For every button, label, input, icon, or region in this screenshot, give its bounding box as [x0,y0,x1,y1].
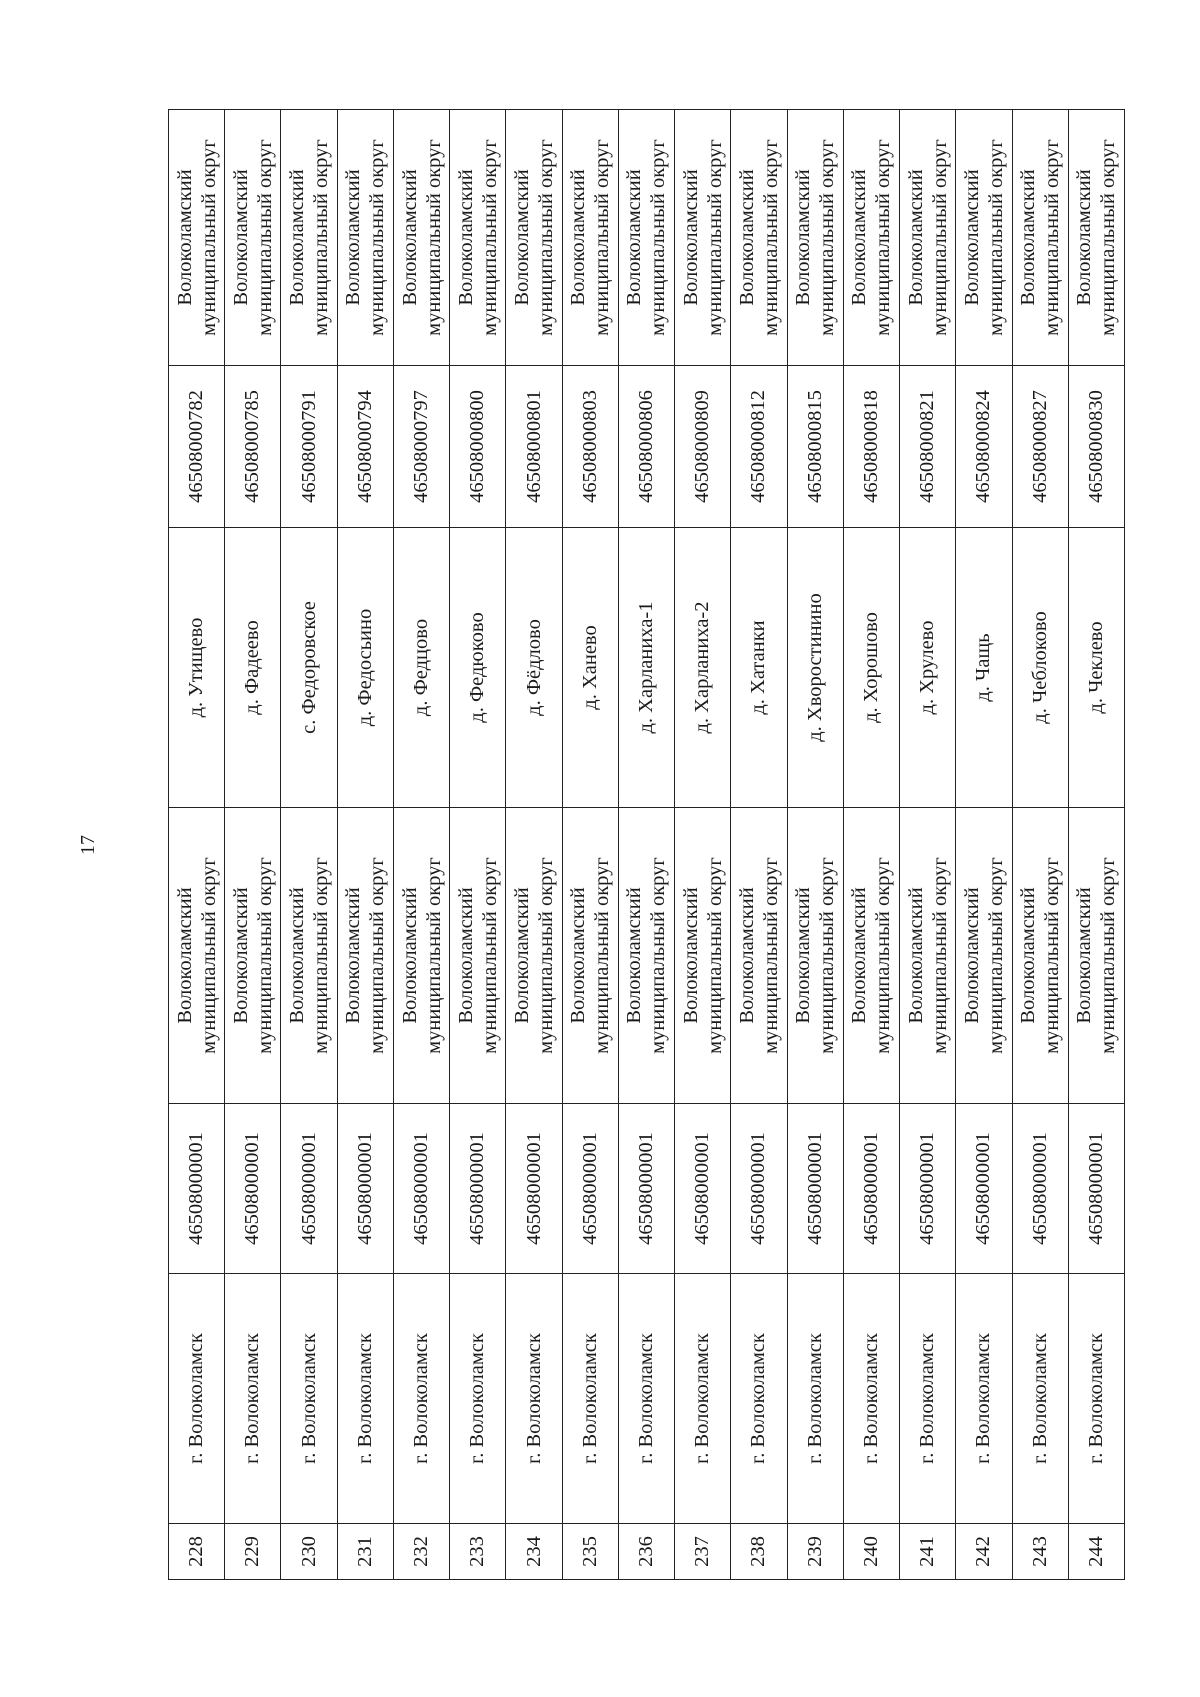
table-row [506,110,562,1580]
from-okrug-line-1: Волоколамский [735,887,758,1024]
to-okrug-line-2: муниципальный округ [422,139,445,336]
to-okrug-line-2: муниципальный округ [253,139,276,336]
row-number: 239 [787,1524,843,1580]
from-city: г. Волоколамск [1012,1274,1068,1524]
to-okrug [787,110,843,366]
to-settlement: д. Хорошово [843,528,899,808]
from-city: г. Волоколамск [169,1274,225,1524]
to-okrug [618,110,674,366]
row-number: 229 [225,1524,281,1580]
from-okrug-line-2: муниципальный округ [759,857,782,1054]
from-city: г. Волоколамск [1068,1274,1124,1524]
to-settlement: д. Федюково [450,528,506,808]
to-okrug-line-2: муниципальный округ [478,139,501,336]
from-okrug-line-2: муниципальный округ [984,857,1007,1054]
row-number: 238 [731,1524,787,1580]
to-oktmo-code: 46508000812 [731,366,787,528]
from-okrug-line-2: муниципальный округ [591,857,614,1054]
to-okrug-line-2: муниципальный округ [591,139,614,336]
from-city: г. Волоколамск [675,1274,731,1524]
table-row [337,110,393,1580]
from-okrug [169,808,225,1104]
to-settlement: д. Ханево [562,528,618,808]
from-oktmo-code: 46508000001 [956,1104,1012,1274]
from-city: г. Волоколамск [618,1274,674,1524]
from-okrug [562,808,618,1104]
from-okrug [1068,808,1124,1104]
to-settlement: с. Федоровское [281,528,337,808]
table-row [1012,110,1068,1580]
to-oktmo-code: 46508000797 [393,366,449,528]
from-okrug-line-1: Волоколамский [623,887,646,1024]
row-number: 240 [843,1524,899,1580]
to-okrug-line-2: муниципальный округ [872,139,895,336]
from-city: г. Волоколамск [731,1274,787,1524]
row-number: 236 [618,1524,674,1580]
rotated-table-container [168,110,1125,1580]
table-row [731,110,787,1580]
to-okrug [731,110,787,366]
to-okrug [1012,110,1068,366]
row-number: 235 [562,1524,618,1580]
from-okrug [787,808,843,1104]
row-number: 241 [900,1524,956,1580]
from-oktmo-code: 46508000001 [618,1104,674,1274]
to-oktmo-code: 46508000800 [450,366,506,528]
from-city: г. Волоколамск [843,1274,899,1524]
from-okrug-line-2: муниципальный округ [366,857,389,1054]
to-okrug-line-1: Волоколамский [792,169,815,306]
to-okrug [506,110,562,366]
to-okrug-line-1: Волоколамский [904,169,927,306]
to-okrug-line-2: муниципальный округ [366,139,389,336]
from-okrug [900,808,956,1104]
from-okrug-line-1: Волоколамский [286,887,309,1024]
from-oktmo-code: 46508000001 [393,1104,449,1274]
to-settlement: д. Хрулево [900,528,956,808]
to-oktmo-code: 46508000791 [281,366,337,528]
from-oktmo-code: 46508000001 [506,1104,562,1274]
to-okrug [900,110,956,366]
to-settlement: д. Чеклево [1068,528,1124,808]
to-oktmo-code: 46508000827 [1012,366,1068,528]
from-okrug-line-1: Волоколамский [229,887,252,1024]
from-oktmo-code: 46508000001 [225,1104,281,1274]
from-okrug-line-2: муниципальный округ [478,857,501,1054]
to-okrug-line-1: Волоколамский [567,169,590,306]
table-body [169,110,1125,1580]
from-city: г. Волоколамск [281,1274,337,1524]
to-okrug-line-1: Волоколамский [735,169,758,306]
from-oktmo-code: 46508000001 [900,1104,956,1274]
from-oktmo-code: 46508000001 [169,1104,225,1274]
from-okrug-line-2: муниципальный округ [872,857,895,1054]
from-city: г. Волоколамск [450,1274,506,1524]
from-city: г. Волоколамск [506,1274,562,1524]
from-okrug-line-2: муниципальный округ [928,857,951,1054]
to-okrug-line-1: Волоколамский [511,169,534,306]
to-settlement: д. Федцово [393,528,449,808]
to-okrug [843,110,899,366]
to-settlement: д. Чеблоково [1012,528,1068,808]
from-oktmo-code: 46508000001 [1068,1104,1124,1274]
from-okrug [731,808,787,1104]
to-settlement: д. Фёдлово [506,528,562,808]
table-row [956,110,1012,1580]
to-okrug-line-1: Волоколамский [454,169,477,306]
from-okrug-line-1: Волоколамский [567,887,590,1024]
to-settlement: д. Харланиха-2 [675,528,731,808]
from-okrug [1012,808,1068,1104]
to-oktmo-code: 46508000809 [675,366,731,528]
from-okrug [337,808,393,1104]
row-number: 228 [169,1524,225,1580]
table-row [281,110,337,1580]
to-settlement: д. Харланиха-1 [618,528,674,808]
table-row [562,110,618,1580]
from-okrug-line-1: Волоколамский [848,887,871,1024]
to-oktmo-code: 46508000821 [900,366,956,528]
from-oktmo-code: 46508000001 [731,1104,787,1274]
from-okrug [281,808,337,1104]
table-row [843,110,899,1580]
from-okrug [506,808,562,1104]
to-okrug-line-1: Волоколамский [398,169,421,306]
from-oktmo-code: 46508000001 [1012,1104,1068,1274]
from-okrug-line-2: муниципальный округ [535,857,558,1054]
to-settlement: д. Федосьино [337,528,393,808]
from-okrug-line-1: Волоколамский [342,887,365,1024]
from-okrug-line-2: муниципальный округ [1041,857,1064,1054]
to-okrug-line-1: Волоколамский [173,169,196,306]
row-number: 231 [337,1524,393,1580]
from-okrug [393,808,449,1104]
from-okrug [675,808,731,1104]
from-oktmo-code: 46508000001 [281,1104,337,1274]
from-city: г. Волоколамск [900,1274,956,1524]
from-okrug-line-2: муниципальный округ [703,857,726,1054]
table-row [225,110,281,1580]
from-city: г. Волоколамск [225,1274,281,1524]
to-okrug [393,110,449,366]
table-row [787,110,843,1580]
from-city: г. Волоколамск [393,1274,449,1524]
from-okrug-line-2: муниципальный округ [253,857,276,1054]
table-row [900,110,956,1580]
from-okrug-line-1: Волоколамский [511,887,534,1024]
to-okrug-line-2: муниципальный округ [647,139,670,336]
to-okrug [337,110,393,366]
to-okrug [562,110,618,366]
from-okrug-line-2: муниципальный округ [816,857,839,1054]
from-okrug-line-1: Волоколамский [1073,887,1096,1024]
table-row [393,110,449,1580]
to-oktmo-code: 46508000794 [337,366,393,528]
row-number: 232 [393,1524,449,1580]
from-okrug-line-1: Волоколамский [792,887,815,1024]
to-okrug-line-1: Волоколамский [960,169,983,306]
table-row [1068,110,1124,1580]
from-okrug-line-2: муниципальный округ [647,857,670,1054]
to-okrug-line-1: Волоколамский [286,169,309,306]
row-number: 237 [675,1524,731,1580]
to-okrug-line-2: муниципальный округ [816,139,839,336]
from-okrug [843,808,899,1104]
from-okrug-line-1: Волоколамский [454,887,477,1024]
to-okrug-line-1: Волоколамский [342,169,365,306]
from-oktmo-code: 46508000001 [843,1104,899,1274]
from-okrug-line-2: муниципальный округ [422,857,445,1054]
table-row [450,110,506,1580]
to-settlement: д. Утищево [169,528,225,808]
to-okrug [169,110,225,366]
to-oktmo-code: 46508000806 [618,366,674,528]
to-okrug-line-2: муниципальный округ [759,139,782,336]
from-okrug [450,808,506,1104]
from-city: г. Волоколамск [337,1274,393,1524]
page-number: 17 [77,835,99,855]
to-settlement: д. Чащь [956,528,1012,808]
row-number: 243 [1012,1524,1068,1580]
to-settlement: д. Фадеево [225,528,281,808]
to-okrug-line-1: Волоколамский [679,169,702,306]
from-oktmo-code: 46508000001 [787,1104,843,1274]
table-row [675,110,731,1580]
to-okrug-line-1: Волоколамский [848,169,871,306]
to-okrug-line-1: Волоколамский [229,169,252,306]
to-oktmo-code: 46508000801 [506,366,562,528]
row-number: 230 [281,1524,337,1580]
from-okrug-line-1: Волоколамский [398,887,421,1024]
row-number: 233 [450,1524,506,1580]
to-oktmo-code: 46508000782 [169,366,225,528]
from-oktmo-code: 46508000001 [675,1104,731,1274]
to-oktmo-code: 46508000818 [843,366,899,528]
to-okrug [450,110,506,366]
table-row [169,110,225,1580]
from-city: г. Волоколамск [787,1274,843,1524]
to-okrug-line-2: муниципальный округ [310,139,333,336]
to-okrug-line-1: Волоколамский [1073,169,1096,306]
to-okrug [956,110,1012,366]
from-okrug-line-2: муниципальный округ [197,857,220,1054]
from-oktmo-code: 46508000001 [450,1104,506,1274]
from-okrug-line-2: муниципальный округ [310,857,333,1054]
to-oktmo-code: 46508000830 [1068,366,1124,528]
to-oktmo-code: 46508000815 [787,366,843,528]
from-okrug-line-1: Волоколамский [679,887,702,1024]
from-okrug [225,808,281,1104]
to-okrug-line-2: муниципальный округ [535,139,558,336]
to-okrug-line-1: Волоколамский [1017,169,1040,306]
to-okrug-line-2: муниципальный округ [197,139,220,336]
to-settlement: д. Хатанки [731,528,787,808]
from-okrug [956,808,1012,1104]
to-oktmo-code: 46508000803 [562,366,618,528]
to-okrug-line-2: муниципальный округ [703,139,726,336]
from-oktmo-code: 46508000001 [562,1104,618,1274]
from-okrug-line-1: Волоколамский [904,887,927,1024]
row-number: 242 [956,1524,1012,1580]
from-okrug [618,808,674,1104]
from-oktmo-code: 46508000001 [337,1104,393,1274]
to-okrug [225,110,281,366]
table-row [618,110,674,1580]
from-okrug-line-1: Волоколамский [1017,887,1040,1024]
to-okrug-line-2: муниципальный округ [984,139,1007,336]
to-okrug-line-2: муниципальный округ [928,139,951,336]
to-okrug-line-2: муниципальный округ [1097,139,1120,336]
to-oktmo-code: 46508000785 [225,366,281,528]
from-okrug-line-2: муниципальный округ [1097,857,1120,1054]
to-okrug [1068,110,1124,366]
to-okrug [675,110,731,366]
from-okrug-line-1: Волоколамский [173,887,196,1024]
to-okrug-line-1: Волоколамский [623,169,646,306]
row-number: 244 [1068,1524,1124,1580]
from-okrug-line-1: Волоколамский [960,887,983,1024]
to-okrug-line-2: муниципальный округ [1041,139,1064,336]
to-oktmo-code: 46508000824 [956,366,1012,528]
from-city: г. Волоколамск [956,1274,1012,1524]
from-city: г. Волоколамск [562,1274,618,1524]
row-number: 234 [506,1524,562,1580]
to-okrug [281,110,337,366]
routes-table [168,109,1125,1580]
to-settlement: д. Хворостинино [787,528,843,808]
